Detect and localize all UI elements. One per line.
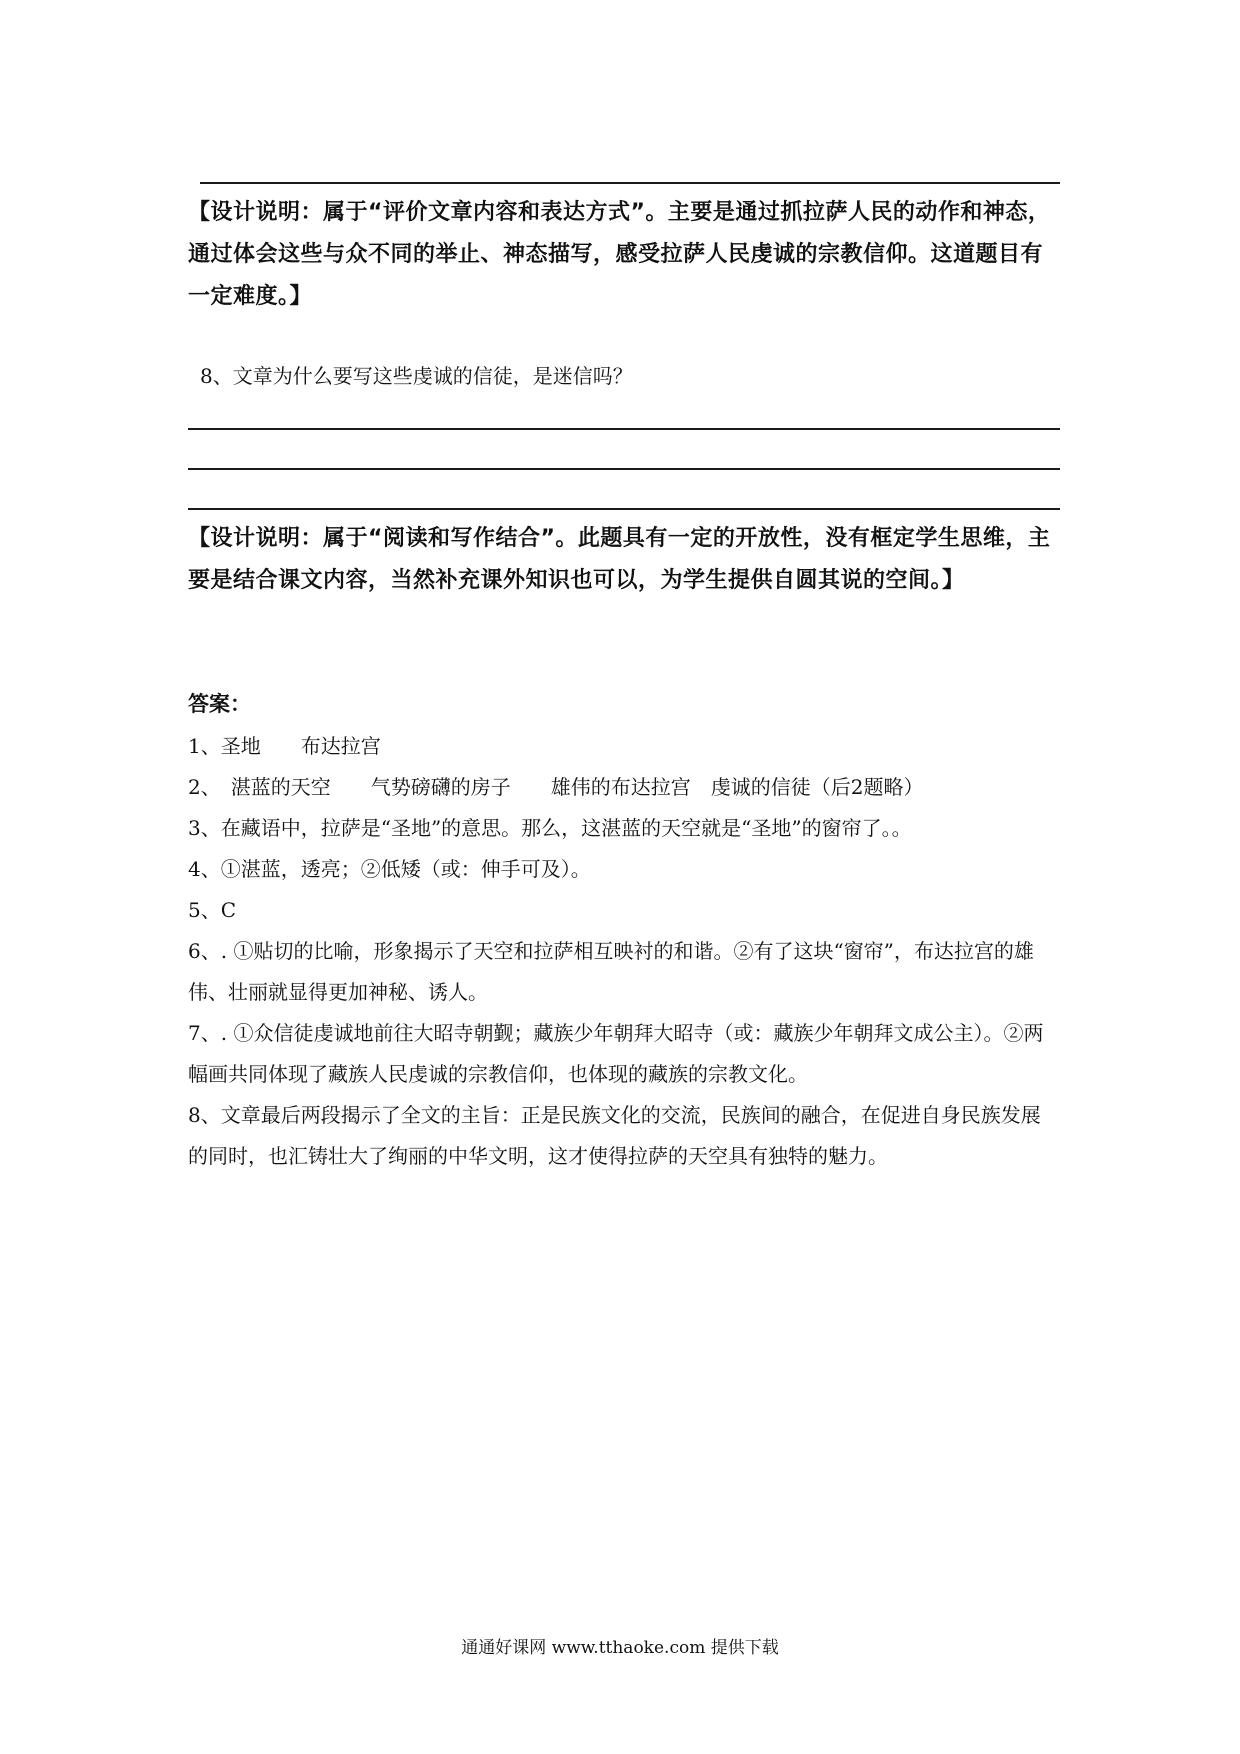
design-note: 【设计说明：属于“评价文章内容和表达方式”。主要是通过抓拉萨人民的动作和神态，通过体会这些与众不同的举止、神态描写，感受拉萨人民虔诚的宗教信仰。这道题目有一定难度。】 — [188, 200, 1051, 309]
answers-heading: 答案： — [188, 692, 251, 716]
answer-line — [200, 182, 1060, 184]
question-8: 8、文章为什么要写这些虔诚的信徒，是迷信吗？ — [200, 364, 633, 388]
answer-item: 2、 湛蓝的天空 气势磅礴的房子 雄伟的布达拉宫 虔诚的信徒（后2题略） — [188, 775, 924, 799]
answer-item: 4、①湛蓝，透亮；②低矮（或：伸手可及）。 — [188, 857, 591, 881]
answer-item: 5、C — [188, 898, 237, 922]
answer-item: 7、. ①众信徒虔诚地前往大昭寺朝觐；藏族少年朝拜大昭寺（或：藏族少年朝拜文成公主）。②两幅画共同体现了藏族人民虔诚的宗教信仰，也体现的藏族的宗教文化。 — [188, 1021, 1044, 1086]
answer-line — [188, 428, 1060, 430]
answer-item: 1、圣地 布达拉宫 — [188, 734, 381, 758]
answer-line — [188, 508, 1060, 510]
answer-item: 3、在藏语中，拉萨是“圣地”的意思。那么，这湛蓝的天空就是“圣地”的窗帘了。。 — [188, 816, 912, 840]
answer-item: 6、. ①贴切的比喻，形象揭示了天空和拉萨相互映衬的和谐。②有了这块“窗帘”，布达拉宫的雄伟、壮丽就显得更加神秘、诱人。 — [188, 939, 1034, 1004]
page-footer: 通通好课网 www.tthaoke.com 提供下载 — [461, 1638, 779, 1658]
answer-item: 8、文章最后两段揭示了全文的主旨：正是民族文化的交流，民族间的融合，在促进自身民族发展的同时，也汇铸壮大了绚丽的中华文明，这才使得拉萨的天空具有独特的魅力。 — [188, 1103, 1041, 1168]
answer-line — [188, 468, 1060, 470]
design-note: 【设计说明：属于“阅读和写作结合”。此题具有一定的开放性，没有框定学生思维，主要是结合课文内容，当然补充课外知识也可以，为学生提供自圆其说的空间。】 — [188, 526, 1051, 593]
